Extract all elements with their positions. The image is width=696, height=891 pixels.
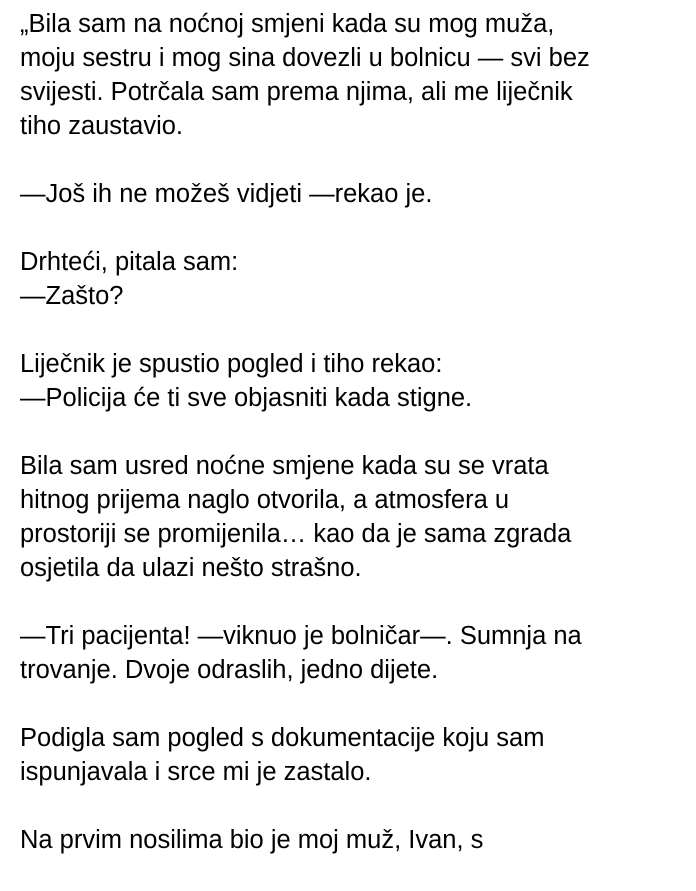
paragraph-2 [20,177,690,211]
paragraph-6 [20,619,690,687]
text-line: trovanje. Dvoje odraslih, jedno dijete. [20,656,439,684]
text-line: ispunjavala i srce mi je zastalo. [20,758,372,786]
text-line: prostoriji se promijenila… kao da je sama zgrada [20,520,572,548]
text-line: svijesti. Potrčala sam prema njima, ali me liječnik [20,78,573,106]
text-line: hitnog prijema naglo otvorila, a atmosfera u [20,486,510,514]
text-line: tiho zaustavio. [20,112,184,140]
text-line: Drhteći, pitala sam: [20,248,239,276]
text-line: —Još ih ne možeš vidjeti —rekao je. [20,180,433,208]
text-line: —Tri pacijenta! —viknuo je bolničar—. Sumnja na [20,622,582,650]
story-text [20,7,690,891]
text-line: Bila sam usred noćne smjene kada su se vrata [20,452,549,480]
text-line: Liječnik je spustio pogled i tiho rekao: [20,350,443,378]
paragraph-8 [20,823,690,857]
paragraph-7 [20,721,690,789]
text-line: Podigla sam pogled s dokumentacije koju sam [20,724,545,752]
text-line: —Zašto? [20,282,124,310]
paragraph-5 [20,449,690,585]
text-line: —Policija će ti sve objasniti kada stigne. [20,384,473,412]
text-line: osjetila da ulazi nešto strašno. [20,554,362,582]
paragraph-3 [20,245,690,313]
text-line: Na prvim nosilima bio je moj muž, Ivan, s [20,826,484,854]
paragraph-1 [20,7,690,143]
text-line: „Bila sam na noćnoj smjeni kada su mog muža, [20,10,555,38]
text-line: moju sestru i mog sina dovezli u bolnicu — svi bez [20,44,590,72]
paragraph-4 [20,347,690,415]
